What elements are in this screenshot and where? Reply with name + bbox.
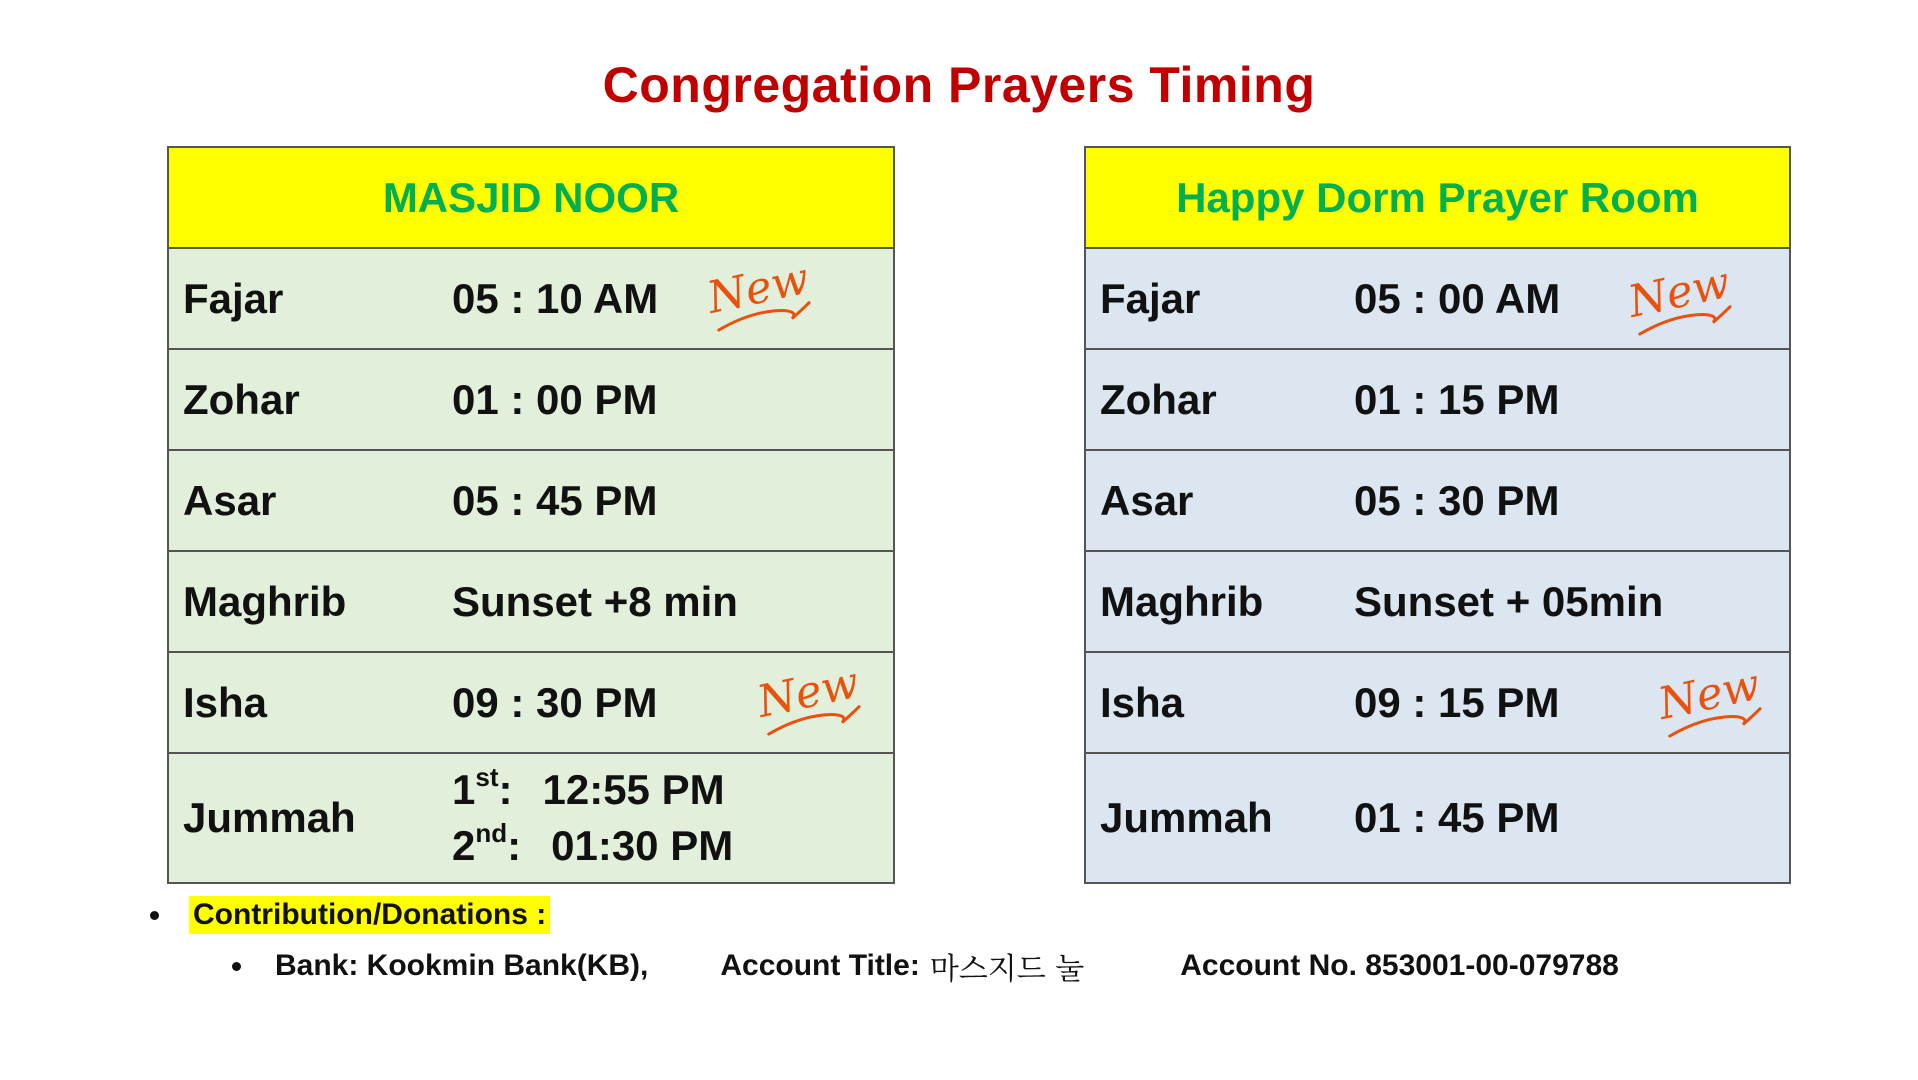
table-row <box>1086 350 1789 451</box>
table-row <box>169 754 893 882</box>
prayer-time: 01 : 45 PM <box>1354 794 1560 841</box>
prayer-time: Sunset +8 min <box>452 577 738 625</box>
account-title-label: Account Title: <box>720 949 920 982</box>
table-row <box>1086 653 1789 754</box>
table-row <box>169 350 893 451</box>
donations-heading: Contribution/Donations : <box>189 896 550 934</box>
bank-name: Bank: Kookmin Bank(KB), <box>275 949 649 982</box>
bullet-icon <box>150 911 159 920</box>
prayer-name: Jummah <box>1100 794 1273 841</box>
prayer-time: Sunset + 05min <box>1354 577 1664 625</box>
new-badge: New <box>1654 659 1765 730</box>
prayer-time: 01 : 15 PM <box>1354 375 1560 423</box>
prayer-time: 05 : 30 PM <box>1354 476 1560 524</box>
prayer-name: Maghrib <box>183 577 347 625</box>
prayer-time: 09 : 30 PM <box>452 678 658 726</box>
table-row <box>1086 754 1789 882</box>
table-row <box>169 552 893 653</box>
prayer-name: Zohar <box>1100 375 1217 423</box>
bullet-icon <box>232 962 241 971</box>
prayer-name: Maghrib <box>1100 577 1264 625</box>
prayer-name: Jummah <box>183 794 356 841</box>
prayer-time: 01 : 00 PM <box>452 375 658 423</box>
page-title: Congregation Prayers Timing <box>602 57 1316 113</box>
table-row <box>1086 552 1789 653</box>
prayer-time: 05 : 45 PM <box>452 476 658 524</box>
happy-dorm-table <box>1084 146 1791 884</box>
table-row <box>169 249 893 350</box>
new-badge: New <box>1624 257 1735 328</box>
jummah-first: 1st: 12:55 PM <box>452 762 725 813</box>
masjid-noor-header: MASJID NOOR <box>169 148 893 249</box>
table-row <box>1086 249 1789 350</box>
jummah-times <box>452 762 733 874</box>
prayer-name: Isha <box>183 678 268 726</box>
donations-heading-item <box>150 896 550 934</box>
account-title-value: 마스지드 눌 <box>929 952 1085 987</box>
new-badge: New <box>703 253 814 324</box>
prayer-name: Asar <box>183 476 277 524</box>
donations-details <box>232 944 1619 988</box>
prayer-name: Asar <box>1100 476 1194 524</box>
prayer-name: Fajar <box>183 274 284 322</box>
prayer-time: 09 : 15 PM <box>1354 678 1560 726</box>
new-badge: New <box>753 657 864 728</box>
prayer-time: 05 : 00 AM <box>1354 274 1561 322</box>
prayer-time: 05 : 10 AM <box>452 274 659 322</box>
prayer-name: Zohar <box>183 375 300 423</box>
table-row <box>169 653 893 754</box>
table-row <box>169 451 893 552</box>
account-number: Account No. 853001-00-079788 <box>1180 949 1619 982</box>
table-row <box>1086 451 1789 552</box>
masjid-noor-table <box>167 146 895 884</box>
prayer-name: Isha <box>1100 678 1185 726</box>
jummah-second: 2nd: 01:30 PM <box>452 818 734 869</box>
prayer-name: Fajar <box>1100 274 1201 322</box>
happy-dorm-header: Happy Dorm Prayer Room <box>1086 148 1789 249</box>
